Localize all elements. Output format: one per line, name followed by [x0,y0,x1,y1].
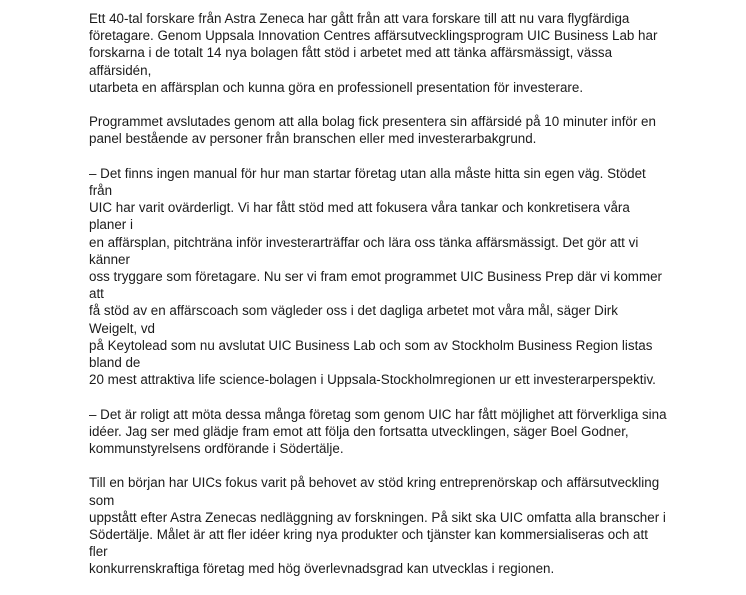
paragraph-program-end: Programmet avslutades genom att alla bolag fick presentera sin affärsidé på 10 minuter inför en panel bestående av personer från branschen eller med investerarbakgrund. [89,114,656,147]
paragraph-quote-weigelt: – Det finns ingen manual för hur man startar företag utan alla måste hitta sin egen väg. Stödet från UIC har varit ovärderligt. Vi har fått stöd med att fokusera våra tankar och konkretisera våra planer i en affärsplan, pitchträna inför investerarträffar och lära oss tänka affärsmässigt. Det gör att vi känner oss tryggare som företagare. Nu ser vi fram emot programmet UIC Business Prep där vi kommer att få stöd av en affärscoach som vägleder oss i det dagliga arbetet mot våra mål, säger Dirk Weigelt, vd på Keytolead som nu avslutat UIC Business Lab och som av Stockholm Business Region listas bland de 20 mest attraktiva life science-bolagen i Uppsala-Stockholmregionen ur ett investerarperspektiv. [89,165,663,388]
document-body [89,10,669,595]
paragraph-intro: Ett 40-tal forskare från Astra Zeneca har gått från att vara forskare till att nu vara flygfärdiga företagare. Genom Uppsala Innovation Centres affärsutvecklingsprogram UIC Business Lab har forskarna i de totalt 14 nya bolagen fått stöd i arbetet med att tänka affärsmässigt, vässa affärsidén, utarbeta en affärsplan och kunna göra en professionell presentation för investerare. [89,11,658,95]
paragraph-uic-focus: Till en början har UICs fokus varit på behovet av stöd kring entreprenörskap och affärsutveckling som uppstått efter Astra Zenecas nedläggning av forskningen. På sikt ska UIC omfatta alla branscher i Södertälje. Målet är att fler idéer kring nya produkter och tjänster kan kommersialiseras och att fler konkurrenskraftiga företag med hög överlevnadsgrad kan utvecklas i regionen. [89,475,666,577]
paragraph-quote-godner: – Det är roligt att möta dessa många företag som genom UIC har fått möjlighet att förverkliga sina idéer. Jag ser med glädje fram emot att följa den fortsatta utvecklingen, säger Boel Godner, kommunstyrelsens ordförande i Södertälje. [89,406,667,457]
